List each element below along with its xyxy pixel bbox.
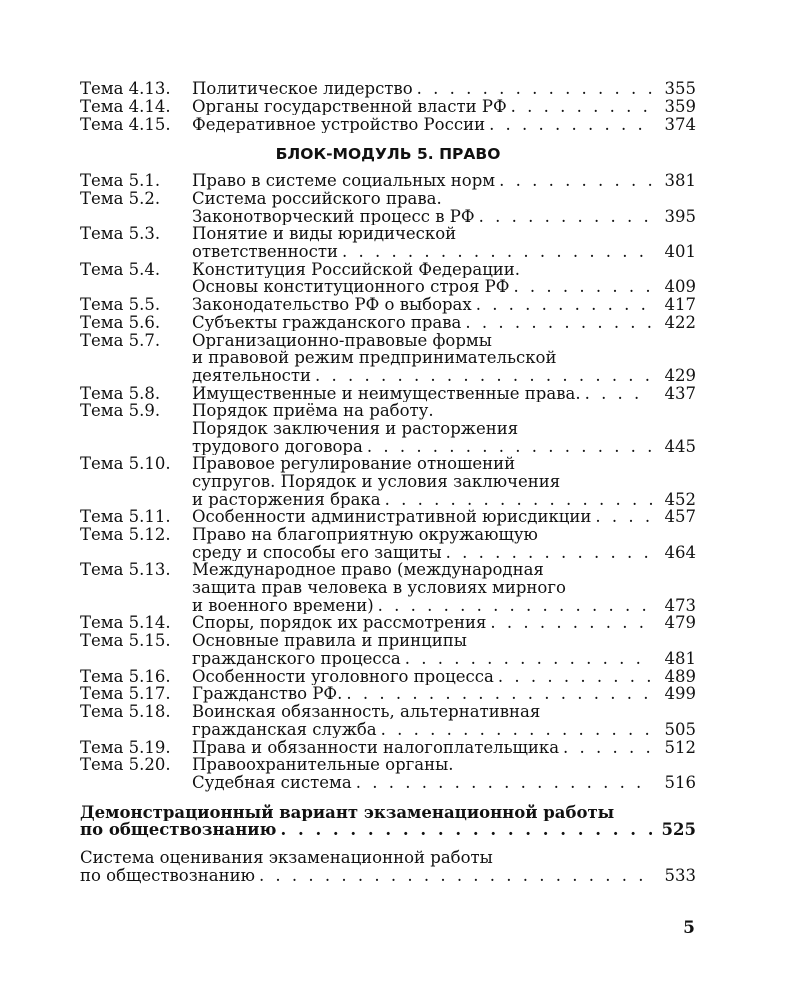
topic-title: Судебная система: [192, 773, 352, 792]
topic-page: 417: [664, 295, 696, 315]
topic-title: Законотворческий процесс в РФ: [192, 207, 475, 226]
leader-dots: [479, 208, 652, 226]
topic-title: Права и обязанности налогоплательщика: [192, 738, 560, 757]
topic-title: трудового договора: [192, 437, 363, 456]
topic-title: и правовой режим предпринимательской: [192, 349, 557, 367]
page-number: 5: [683, 918, 695, 938]
topic-page: 464: [664, 542, 696, 562]
topic-page: 499: [664, 684, 696, 704]
toc-entry: [80, 561, 696, 614]
topic-title: Система российского права.: [192, 189, 442, 208]
topic-page: 516: [664, 772, 696, 792]
topic-page: 452: [664, 489, 696, 509]
topic-number: Тема 5.10.: [80, 454, 171, 474]
leader-dots: [405, 650, 652, 668]
topic-number: Тема 5.18.: [80, 702, 171, 722]
topic-number: Тема 5.20.: [80, 755, 171, 775]
leader-dots: [381, 721, 652, 739]
leader-dots: [476, 296, 652, 314]
toc-entry: [80, 98, 696, 116]
leader-dots: [585, 385, 652, 403]
toc-entry: [80, 756, 696, 791]
leader-dots: [490, 614, 652, 632]
topic-title: среду и способы его защиты: [192, 543, 442, 562]
toc-entry: [80, 668, 696, 686]
leader-dots: [378, 597, 652, 615]
topic-number: Тема 5.12.: [80, 525, 171, 545]
leader-dots: [367, 438, 652, 456]
topic-page: 374: [664, 114, 696, 134]
topic-title: защита прав человека в условиях мирного: [192, 579, 566, 597]
topic-title: Гражданство РФ.: [192, 685, 343, 703]
topic-number: Тема 5.3.: [80, 224, 161, 244]
leader-dots: [356, 774, 652, 792]
leader-dots: [498, 668, 652, 686]
topic-title: Понятие и виды юридической: [192, 225, 457, 243]
topic-title: Право в системе социальных норм: [192, 172, 496, 190]
topic-page: 481: [664, 648, 696, 668]
toc-entry: [80, 703, 696, 738]
leader-dots: [465, 314, 652, 332]
leader-dots: [595, 508, 652, 526]
topic-title: Порядок заключения и расторжения: [192, 419, 519, 438]
toc-entry: [80, 402, 696, 455]
toc-entry: [80, 508, 696, 526]
topic-title: Споры, порядок их рассмотрения: [192, 614, 487, 633]
grading-entry: [80, 849, 696, 885]
topic-number: Тема 5.13.: [80, 560, 171, 580]
toc-entry: [80, 685, 696, 703]
leader-dots: [280, 821, 652, 839]
topic-number: Тема 5.4.: [80, 259, 161, 279]
topic-page: 401: [664, 241, 696, 261]
topic-title: и военного времени): [192, 596, 374, 615]
topic-number: Тема 4.15.: [80, 114, 171, 134]
leader-dots: [342, 243, 652, 261]
leader-dots: [417, 80, 652, 98]
topic-title: гражданская служба: [192, 720, 377, 739]
topic-title: Порядок приёма на работу.: [192, 402, 434, 420]
topic-title: ответственности: [192, 242, 338, 261]
topic-number: Тема 5.1.: [80, 171, 161, 191]
topic-page: 512: [664, 737, 696, 757]
topic-number: Тема 5.7.: [80, 330, 161, 350]
topic-page: 429: [664, 365, 696, 385]
topic-number: Тема 5.2.: [80, 188, 161, 208]
topic-title: Основы конституционного строя РФ: [192, 278, 510, 296]
toc-entry: [80, 296, 696, 314]
toc-entry: [80, 80, 696, 98]
topic-title: Особенности административной юрисдикции: [192, 508, 592, 526]
topic-title: Особенности уголовного процесса: [192, 667, 494, 686]
demo-line-2: по обществознанию: [80, 821, 277, 840]
topic-title: Международное право (международная: [192, 561, 544, 580]
topic-title: Субъекты гражданского права: [192, 313, 462, 332]
topic-page: 489: [664, 666, 696, 686]
topic-page: 479: [664, 613, 696, 633]
toc-entry: [80, 225, 696, 260]
topic-title: деятельности: [192, 366, 311, 385]
toc-entry: [80, 385, 696, 403]
leader-dots: [499, 172, 652, 190]
topic-title: Правоохранительные органы.: [192, 756, 454, 774]
table-of-contents: [80, 80, 696, 885]
toc-entry: [80, 190, 696, 225]
demo-line-1: Демонстрационный вариант экзаменационной работы: [80, 803, 615, 822]
topic-page: 457: [664, 507, 696, 527]
topic-number: Тема 5.14.: [80, 613, 171, 633]
demo-entry: [80, 804, 696, 840]
grading-line-1: Система оценивания экзаменационной работы: [80, 849, 493, 867]
topic-page: 437: [664, 383, 696, 403]
topic-title: Органы государственной власти РФ: [192, 97, 507, 116]
topic-title: гражданского процесса: [192, 649, 401, 668]
grading-page: 533: [664, 865, 696, 885]
topic-number: Тема 5.6.: [80, 312, 161, 332]
toc-entry: [80, 614, 696, 632]
topic-title: Политическое лидерство: [192, 80, 413, 98]
top-entries: [80, 80, 696, 133]
topic-page: 395: [664, 206, 696, 226]
toc-entry: [80, 526, 696, 561]
leader-dots: [259, 867, 652, 885]
toc-entry: [80, 455, 696, 508]
demo-page: 525: [661, 820, 696, 840]
topic-page: 355: [664, 79, 696, 98]
leader-dots: [511, 98, 652, 116]
topic-number: Тема 5.17.: [80, 684, 171, 704]
leader-dots: [563, 739, 652, 757]
topic-number: Тема 5.8.: [80, 383, 161, 403]
topic-page: 422: [664, 312, 696, 332]
topic-page: 445: [664, 436, 696, 456]
topic-number: Тема 5.15.: [80, 631, 171, 651]
topic-number: Тема 5.19.: [80, 737, 171, 757]
topic-page: 381: [664, 171, 696, 191]
topic-title: Имущественные и неимущественные права.: [192, 384, 581, 403]
topic-title: Правовое регулирование отношений: [192, 455, 516, 473]
topic-title: и расторжения брака: [192, 490, 381, 509]
topic-page: 473: [664, 595, 696, 615]
leader-dots: [346, 685, 652, 703]
topic-number: Тема 5.16.: [80, 666, 171, 686]
topic-title: Основные правила и принципы: [192, 632, 467, 650]
topic-number: Тема 5.9.: [80, 401, 161, 421]
topic-title: Право на благоприятную окружающую: [192, 526, 538, 544]
topic-title: Организационно-правовые формы: [192, 331, 492, 350]
grading-line-2: по обществознанию: [80, 866, 255, 885]
topic-page: 505: [664, 719, 696, 739]
topic-number: Тема 4.13.: [80, 79, 171, 98]
toc-entry: [80, 172, 696, 190]
topic-title: Федеративное устройство России: [192, 115, 486, 134]
topic-page: 359: [664, 96, 696, 116]
topic-number: Тема 5.5.: [80, 295, 161, 315]
toc-entry: [80, 739, 696, 757]
section-title: БЛОК-МОДУЛЬ 5. ПРАВО: [275, 145, 501, 164]
topic-title: Конституция Российской Федерации.: [192, 260, 521, 279]
entries-list: [80, 172, 696, 791]
topic-number: Тема 5.11.: [80, 507, 171, 527]
toc-entry: [80, 116, 696, 134]
topic-title: Законодательство РФ о выборах: [192, 296, 472, 314]
toc-entry: [80, 261, 696, 296]
topic-title: супругов. Порядок и условия заключения: [192, 472, 561, 491]
topic-title: Воинская обязанность, альтернативная: [192, 703, 541, 721]
topic-number: Тема 4.14.: [80, 96, 171, 116]
toc-entry: [80, 332, 696, 385]
leader-dots: [446, 544, 652, 562]
leader-dots: [513, 278, 652, 296]
toc-entry: [80, 314, 696, 332]
leader-dots: [489, 116, 652, 134]
leader-dots: [385, 491, 652, 509]
toc-entry: [80, 632, 696, 667]
leader-dots: [315, 367, 652, 385]
topic-page: 409: [664, 277, 696, 297]
